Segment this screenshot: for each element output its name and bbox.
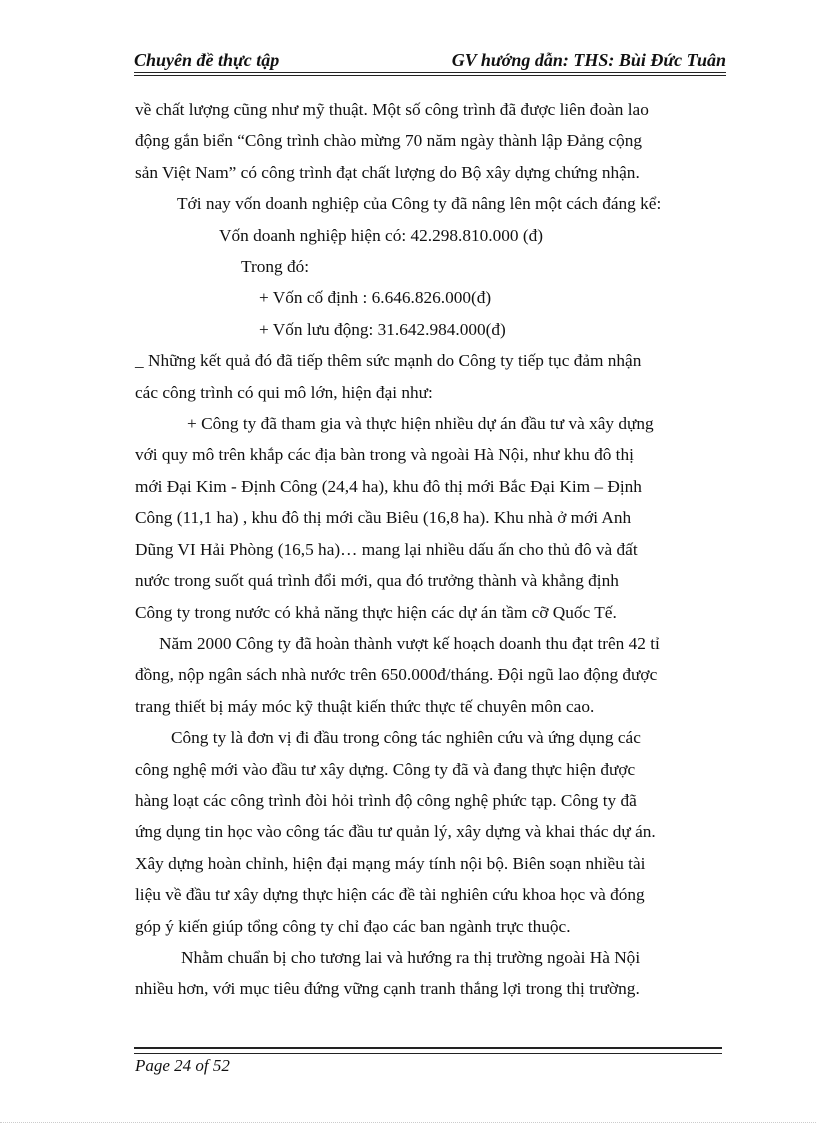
page-footer (135, 1056, 230, 1076)
text-line: liệu về đầu tư xây dựng thực hiện các đề tài nghiên cứu khoa học và đóng (135, 885, 645, 905)
text-line: Công (11,1 ha) , khu đô thị mới cầu Biêu (16,8 ha). Khu nhà ở mới Anh (135, 508, 632, 528)
header-title: Chuyên đề thực tập (134, 50, 280, 70)
text-line: Trong đó: (241, 257, 310, 277)
text-line: hàng loạt các công trình đòi hỏi trình độ công nghệ phức tạp. Công ty đã (135, 790, 637, 810)
text-line: + Vốn cố định : 6.646.826.000(đ) (259, 288, 492, 308)
footer-rule (134, 1047, 722, 1054)
text-line: nước trong suốt quá trình đổi mới, qua đó trưởng thành và khẳng định (135, 571, 619, 591)
text-line: Xây dựng hoàn chỉnh, hiện đại mạng máy tính nội bộ. Biên soạn nhiều tài (135, 853, 646, 873)
page-number: Page 24 of 52 (135, 1056, 230, 1075)
text-line: Tới nay vốn doanh nghiệp của Công ty đã nâng lên một cách đáng kể: (177, 194, 662, 214)
text-line: Dũng VI Hải Phòng (16,5 ha)… mang lại nhiều dấu ấn cho thủ đô và đất (135, 539, 638, 559)
text-line: Công ty là đơn vị đi đầu trong công tác nghiên cứu và ứng dụng các (171, 728, 641, 748)
text-line: mới Đại Kim - Định Công (24,4 ha), khu đô thị mới Bắc Đại Kim – Định (135, 476, 642, 496)
text-line: + Vốn lưu động: 31.642.984.000(đ) (259, 319, 506, 339)
text-line: góp ý kiến giúp tổng công ty chỉ đạo các ban ngành trực thuộc. (135, 916, 571, 936)
text-line: Năm 2000 Công ty đã hoàn thành vượt kế hoạch doanh thu đạt trên 42 tỉ (159, 633, 660, 653)
text-line: đồng, nộp ngân sách nhà nước trên 650.000đ/tháng. Đội ngũ lao động được (135, 665, 658, 685)
document-body (135, 94, 718, 1005)
text-line: nhiều hơn, với mục tiêu đứng vững cạnh tranh thắng lợi trong thị trường. (135, 979, 640, 999)
text-line: + Công ty đã tham gia và thực hiện nhiều dự án đầu tư và xây dựng (187, 414, 654, 434)
text-line: _ Những kết quả đó đã tiếp thêm sức mạnh do Công ty tiếp tục đảm nhận (135, 351, 642, 371)
header-supervisor: GV hướng dẫn: THS: Bùi Đức Tuân (451, 50, 726, 70)
text-line: trang thiết bị máy móc kỹ thuật kiến thức thực tế chuyên môn cao. (135, 696, 595, 716)
text-line: về chất lượng cũng như mỹ thuật. Một số công trình đã được liên đoàn lao (135, 100, 649, 119)
text-line: Nhằm chuẩn bị cho tương lai và hướng ra thị trường ngoài Hà Nội (181, 947, 641, 967)
text-line: động gắn biển “Công trình chào mừng 70 năm ngày thành lập Đảng cộng (135, 131, 643, 151)
text-line: Công ty trong nước có khả năng thực hiện các dự án tầm cỡ Quốc Tế. (135, 602, 617, 622)
header-rule (134, 72, 726, 76)
text-line: Vốn doanh nghiệp hiện có: 42.298.810.000 (đ) (219, 225, 543, 245)
text-line: công nghệ mới vào đầu tư xây dựng. Công ty đã và đang thực hiện được (135, 759, 636, 779)
text-line: sản Việt Nam” có công trình đạt chất lượng do Bộ xây dựng chứng nhận. (135, 162, 640, 182)
text-line: ứng dụng tin học vào công tác đầu tư quản lý, xây dựng và khai thác dự án. (135, 822, 656, 842)
text-line: với quy mô trên khắp các địa bàn trong và ngoài Hà Nội, như khu đô thị (135, 445, 634, 465)
text-line: các công trình có qui mô lớn, hiện đại như: (135, 382, 433, 402)
